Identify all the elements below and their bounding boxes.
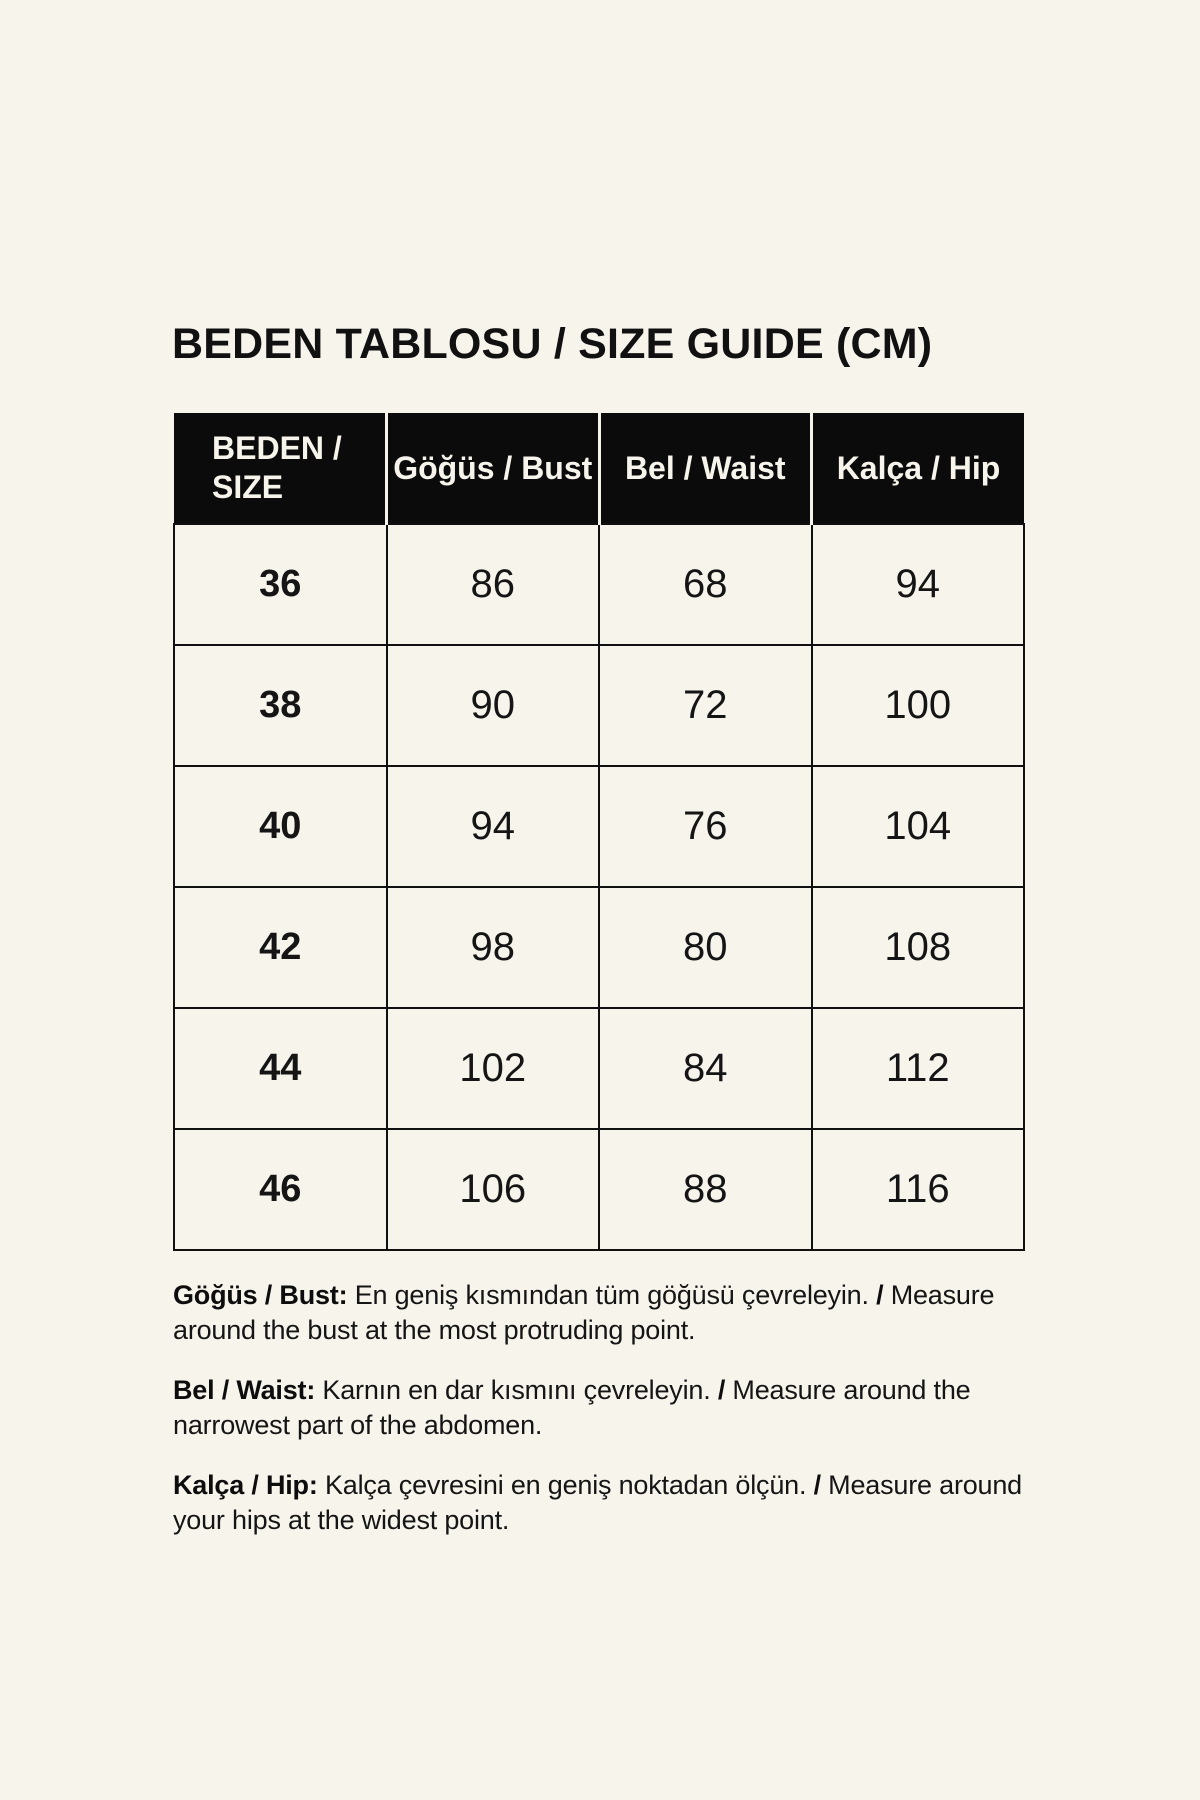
bust-cell: 98: [387, 887, 600, 1008]
hip-cell: 112: [812, 1008, 1025, 1129]
table-row: [174, 645, 1024, 766]
table-row: [174, 1129, 1024, 1250]
bust-cell: 86: [387, 524, 600, 645]
size-table: [173, 413, 1025, 1251]
col-header-size: BEDEN / SIZE: [174, 413, 387, 524]
waist-cell: 80: [599, 887, 812, 1008]
hip-cell: 108: [812, 887, 1025, 1008]
header-row: [174, 413, 1024, 524]
size-cell: 42: [174, 887, 387, 1008]
page-title: BEDEN TABLOSU / SIZE GUIDE (CM): [172, 320, 933, 368]
note-label: Göğüs / Bust:: [173, 1280, 348, 1310]
waist-cell: 72: [599, 645, 812, 766]
hip-cell: 94: [812, 524, 1025, 645]
bust-cell: 90: [387, 645, 600, 766]
note-separator: /: [876, 1280, 884, 1310]
size-cell: 40: [174, 766, 387, 887]
hip-cell: 116: [812, 1129, 1025, 1250]
hip-cell: 104: [812, 766, 1025, 887]
note-label: Bel / Waist:: [173, 1375, 316, 1405]
measurement-note: Kalça / Hip: Kalça çevresini en geniş noktadan ölçün. / Measure around your hips at the widest point.: [173, 1470, 1022, 1535]
col-header-bust: Göğüs / Bust: [387, 413, 600, 524]
measurement-note: Göğüs / Bust: En geniş kısmından tüm göğüsü çevreleyin. / Measure around the bust at the most protruding point.: [173, 1280, 995, 1345]
size-table-body: [174, 524, 1024, 1250]
note-separator: /: [813, 1470, 821, 1500]
bust-cell: 94: [387, 766, 600, 887]
bust-cell: 106: [387, 1129, 600, 1250]
size-cell: 38: [174, 645, 387, 766]
measurement-notes: [173, 1278, 1053, 1563]
waist-cell: 84: [599, 1008, 812, 1129]
waist-cell: 76: [599, 766, 812, 887]
size-cell: 46: [174, 1129, 387, 1250]
table-row: [174, 887, 1024, 1008]
size-cell: 36: [174, 524, 387, 645]
measurement-note: Bel / Waist: Karnın en dar kısmını çevreleyin. / Measure around the narrowest part of the abdomen.: [173, 1375, 971, 1440]
bust-cell: 102: [387, 1008, 600, 1129]
size-table-header: [174, 413, 1024, 524]
waist-cell: 88: [599, 1129, 812, 1250]
note-separator: /: [717, 1375, 726, 1405]
waist-cell: 68: [599, 524, 812, 645]
table-row: [174, 524, 1024, 645]
table-row: [174, 1008, 1024, 1129]
hip-cell: 100: [812, 645, 1025, 766]
note-label: Kalça / Hip:: [173, 1470, 318, 1500]
size-cell: 44: [174, 1008, 387, 1129]
col-header-hip: Kalça / Hip: [812, 413, 1025, 524]
table-row: [174, 766, 1024, 887]
col-header-waist: Bel / Waist: [599, 413, 812, 524]
